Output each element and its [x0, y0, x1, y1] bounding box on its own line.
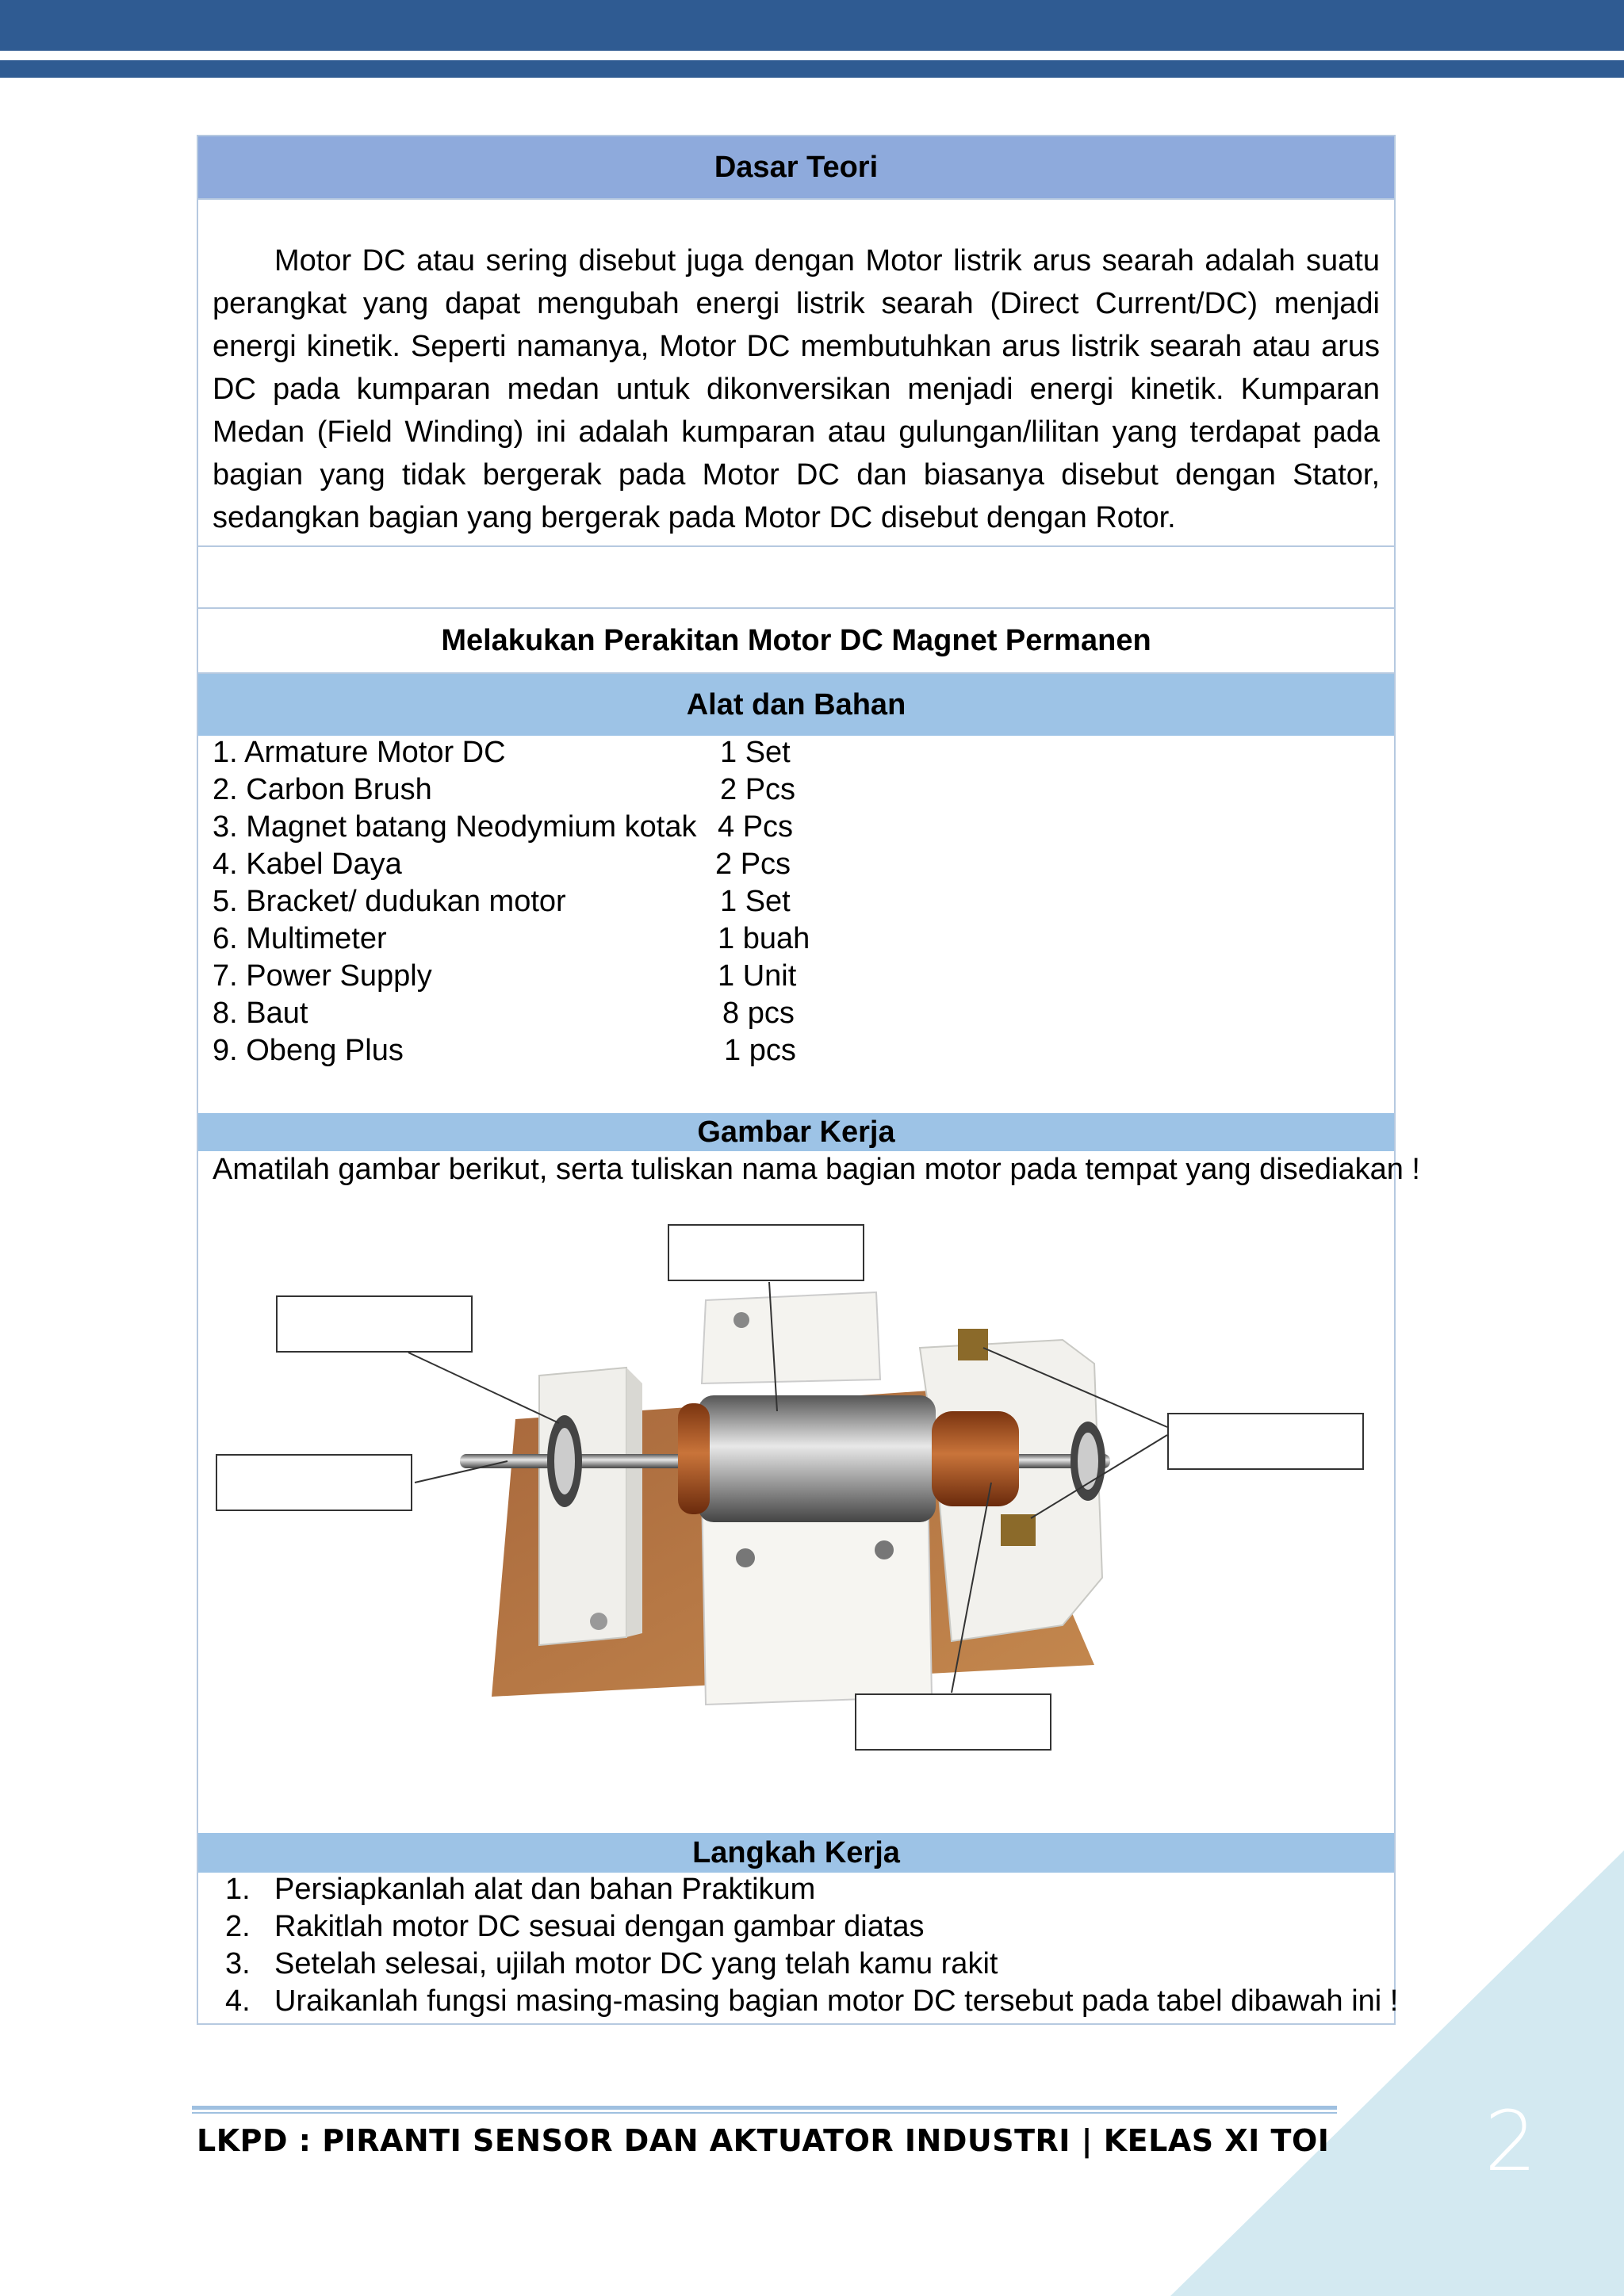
gambar-kerja-title: Gambar Kerja [697, 1115, 895, 1149]
list-item: 3. Magnet batang Neodymium kotak [213, 810, 697, 844]
list-item: 5. Bracket/ dudukan motor [213, 885, 566, 918]
list-item-qty: 1 Set [720, 736, 791, 769]
list-item-qty: 1 pcs [724, 1034, 796, 1067]
footer-rule-thin [192, 2112, 1337, 2114]
list-item-qty: 8 pcs [722, 997, 795, 1030]
footer-text: LKPD : PIRANTI SENSOR DAN AKTUATOR INDUSTRI | KELAS XI TOI [197, 2123, 1330, 2158]
label-box-right[interactable] [1167, 1413, 1364, 1470]
list-item: 1. Armature Motor DC [213, 736, 506, 769]
footer-rule [192, 2106, 1337, 2110]
langkah-kerja-header [198, 1833, 1394, 1873]
langkah-kerja-title: Langkah Kerja [692, 1835, 900, 1869]
dasar-teori-text: Motor DC atau sering disebut juga dengan Motor listrik arus searah adalah suatu perangkat yang dapat mengubah energi listrik searah (Direct Current/DC) menjadi energi kinetik. Seperti namanya, Motor DC membutuhkan arus listrik searah atau arus DC pada kumparan medan untuk dikonversikan menjadi energi kinetik. Kumparan Medan (Field Winding) ini adalah kumparan atau gulungan/lilitan yang terdapat pada bagian yang tidak bergerak pada Motor DC dan biasanya disebut dengan Stator, sedangkan bagian yang bergerak pada Motor DC disebut dengan Rotor. [213, 244, 1380, 534]
label-box-top[interactable] [668, 1224, 864, 1281]
list-item-qty: 1 buah [718, 922, 810, 955]
activity-title: Melakukan Perakitan Motor DC Magnet Permanen [441, 623, 1151, 657]
list-item: 2. Carbon Brush [213, 773, 432, 806]
label-box-left[interactable] [216, 1454, 412, 1511]
alat-bahan-title: Alat dan Bahan [686, 687, 906, 721]
list-item-qty: 2 Pcs [720, 773, 796, 806]
list-item-qty: 4 Pcs [718, 810, 794, 844]
list-item: 8. Baut [213, 997, 308, 1030]
label-box-bottom[interactable] [855, 1693, 1051, 1751]
list-item: 9. Obeng Plus [213, 1034, 404, 1067]
dasar-teori-title: Dasar Teori [714, 150, 879, 184]
list-item-qty: 2 Pcs [715, 848, 791, 881]
list-item-qty: 1 Set [720, 885, 791, 918]
list-item-qty: 1 Unit [718, 959, 797, 993]
page-number: 2 [1484, 2093, 1538, 2190]
list-item: 7. Power Supply [213, 959, 432, 993]
label-box-upper-left[interactable] [276, 1295, 473, 1353]
list-item: 6. Multimeter [213, 922, 387, 955]
gambar-kerja-instruction: Amatilah gambar berikut, serta tuliskan nama bagian motor pada tempat yang disediakan ! [213, 1153, 1420, 1186]
list-item: 4. Kabel Daya [213, 848, 402, 881]
